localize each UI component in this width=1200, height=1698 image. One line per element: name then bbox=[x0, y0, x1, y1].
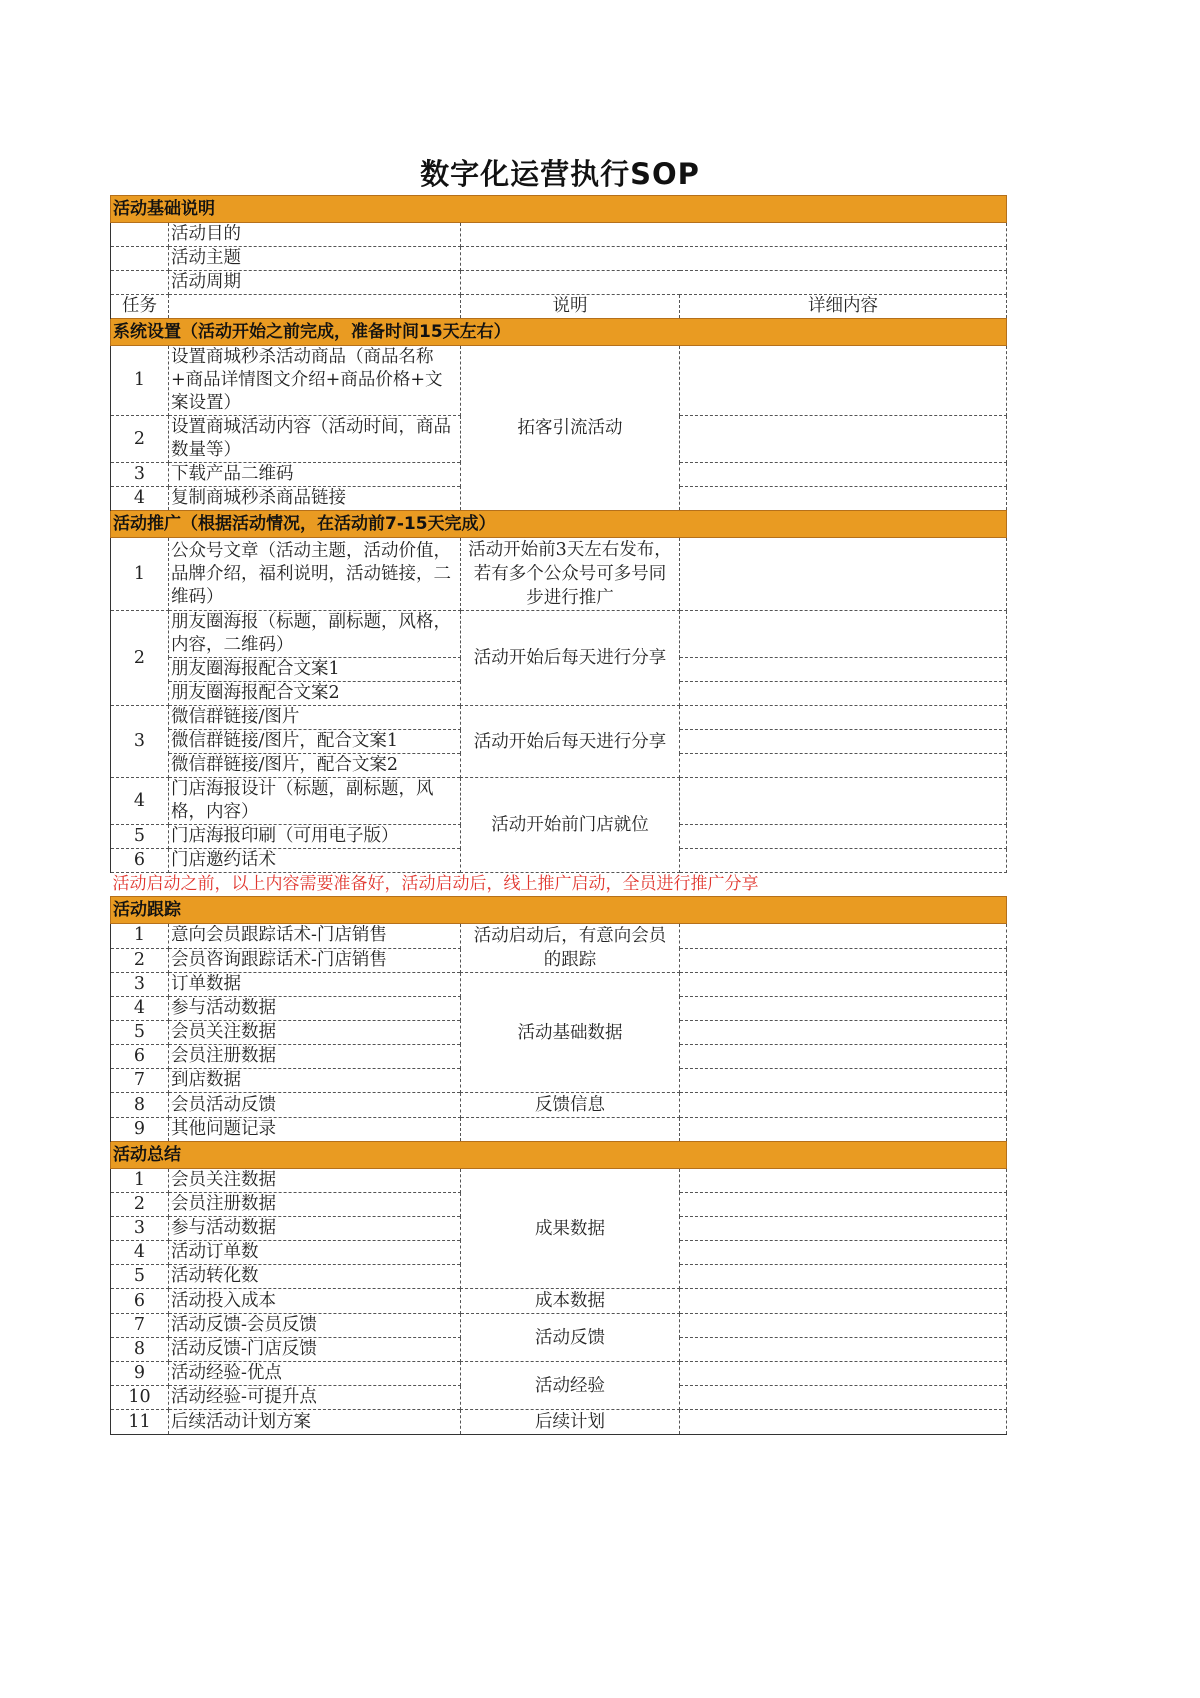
detail-cell[interactable] bbox=[680, 416, 1007, 463]
row-number: 1 bbox=[111, 538, 169, 611]
row-number: 9 bbox=[111, 1362, 169, 1386]
section-header-basic bbox=[111, 196, 1007, 223]
section-title: 活动总结 bbox=[111, 1142, 1007, 1169]
task-cell: 到店数据 bbox=[169, 1069, 461, 1093]
table-row bbox=[111, 973, 1007, 997]
detail-cell[interactable] bbox=[680, 1338, 1007, 1362]
detail-cell[interactable] bbox=[680, 611, 1007, 658]
row-number: 7 bbox=[111, 1069, 169, 1093]
detail-cell[interactable] bbox=[680, 706, 1007, 730]
task-cell: 会员关注数据 bbox=[169, 1169, 461, 1193]
task-cell: 活动订单数 bbox=[169, 1241, 461, 1265]
desc-cell: 拓客引流活动 bbox=[461, 346, 680, 511]
row-number: 2 bbox=[111, 1193, 169, 1217]
task-cell: 朋友圈海报配合文案2 bbox=[169, 682, 461, 706]
task-cell: 参与活动数据 bbox=[169, 1217, 461, 1241]
table-row bbox=[111, 1314, 1007, 1338]
col-header-detail: 详细内容 bbox=[680, 295, 1007, 319]
task-cell: 微信群链接/图片，配合文案2 bbox=[169, 754, 461, 778]
detail-cell[interactable] bbox=[680, 1045, 1007, 1069]
detail-cell[interactable] bbox=[461, 247, 1007, 271]
row-number: 2 bbox=[111, 611, 169, 706]
task-cell: 活动反馈-会员反馈 bbox=[169, 1314, 461, 1338]
task-cell: 活动转化数 bbox=[169, 1265, 461, 1289]
detail-cell[interactable] bbox=[680, 1265, 1007, 1289]
section-header-promo bbox=[111, 511, 1007, 538]
task-cell: 门店海报印刷（可用电子版） bbox=[169, 825, 461, 849]
detail-cell[interactable] bbox=[680, 924, 1007, 949]
detail-cell[interactable] bbox=[680, 1410, 1007, 1435]
section-title: 活动基础说明 bbox=[111, 196, 1007, 223]
task-cell: 朋友圈海报（标题，副标题，风格，内容，二维码） bbox=[169, 611, 461, 658]
detail-cell[interactable] bbox=[680, 346, 1007, 416]
task-cell: 意向会员跟踪话术-门店销售 bbox=[169, 924, 461, 949]
desc-cell: 成本数据 bbox=[461, 1289, 680, 1314]
column-header-row bbox=[111, 295, 1007, 319]
detail-cell[interactable] bbox=[680, 1362, 1007, 1386]
desc-cell: 后续计划 bbox=[461, 1410, 680, 1435]
table-row bbox=[111, 1289, 1007, 1314]
task-cell: 设置商城秒杀活动商品（商品名称+商品详情图文介绍+商品价格+文案设置） bbox=[169, 346, 461, 416]
task-cell: 朋友圈海报配合文案1 bbox=[169, 658, 461, 682]
row-number: 4 bbox=[111, 997, 169, 1021]
col-header-desc: 说明 bbox=[461, 295, 680, 319]
row-number: 3 bbox=[111, 1217, 169, 1241]
sop-table bbox=[110, 195, 1007, 1435]
row-number: 8 bbox=[111, 1093, 169, 1118]
table-row bbox=[111, 706, 1007, 730]
section-header-system bbox=[111, 319, 1007, 346]
detail-cell[interactable] bbox=[680, 682, 1007, 706]
task-cell: 公众号文章（活动主题，活动价值，品牌介绍，福利说明，活动链接，二维码） bbox=[169, 538, 461, 611]
task-cell: 活动投入成本 bbox=[169, 1289, 461, 1314]
task-cell: 参与活动数据 bbox=[169, 997, 461, 1021]
row-number: 1 bbox=[111, 924, 169, 949]
task-cell: 订单数据 bbox=[169, 973, 461, 997]
table-row bbox=[111, 924, 1007, 949]
detail-cell[interactable] bbox=[680, 1314, 1007, 1338]
desc-cell: 活动开始前门店就位 bbox=[461, 778, 680, 873]
row-number: 11 bbox=[111, 1410, 169, 1435]
row-number: 2 bbox=[111, 416, 169, 463]
detail-cell[interactable] bbox=[680, 1069, 1007, 1093]
row-number: 4 bbox=[111, 778, 169, 825]
task-cell: 会员咨询跟踪话术-门店销售 bbox=[169, 948, 461, 973]
detail-cell[interactable] bbox=[680, 948, 1007, 973]
row-number: 6 bbox=[111, 1289, 169, 1314]
detail-cell[interactable] bbox=[680, 730, 1007, 754]
desc-cell: 活动开始后每天进行分享 bbox=[461, 611, 680, 706]
launch-note: 活动启动之前，以上内容需要准备好，活动启动后，线上推广启动，全员进行推广分享 bbox=[112, 874, 759, 894]
table-row bbox=[111, 271, 1007, 295]
row-number: 9 bbox=[111, 1118, 169, 1142]
detail-cell[interactable] bbox=[680, 1118, 1007, 1142]
desc-cell: 成果数据 bbox=[461, 1169, 680, 1289]
row-number: 4 bbox=[111, 487, 169, 511]
detail-cell[interactable] bbox=[680, 1241, 1007, 1265]
task-cell: 下载产品二维码 bbox=[169, 463, 461, 487]
row-number: 6 bbox=[111, 849, 169, 873]
row-number: 8 bbox=[111, 1338, 169, 1362]
detail-cell[interactable] bbox=[680, 1217, 1007, 1241]
detail-cell[interactable] bbox=[680, 463, 1007, 487]
task-cell: 门店海报设计（标题，副标题，风格，内容） bbox=[169, 778, 461, 825]
detail-cell[interactable] bbox=[680, 849, 1007, 873]
table-row bbox=[111, 1118, 1007, 1142]
detail-cell[interactable] bbox=[680, 778, 1007, 825]
section-header-tracking bbox=[111, 897, 1007, 924]
table-row bbox=[111, 1362, 1007, 1386]
task-cell: 复制商城秒杀商品链接 bbox=[169, 487, 461, 511]
desc-cell: 活动经验 bbox=[461, 1362, 680, 1410]
task-cell: 会员活动反馈 bbox=[169, 1093, 461, 1118]
section-title: 活动跟踪 bbox=[111, 897, 1007, 924]
row-number: 4 bbox=[111, 1241, 169, 1265]
task-cell: 设置商城活动内容（活动时间，商品数量等） bbox=[169, 416, 461, 463]
row-number: 3 bbox=[111, 463, 169, 487]
task-cell: 活动周期 bbox=[169, 271, 461, 295]
task-cell: 活动经验-优点 bbox=[169, 1362, 461, 1386]
desc-cell: 活动反馈 bbox=[461, 1314, 680, 1362]
row-number: 1 bbox=[111, 346, 169, 416]
row-number: 1 bbox=[111, 1169, 169, 1193]
section-title: 系统设置（活动开始之前完成，准备时间15天左右） bbox=[111, 319, 1007, 346]
task-cell: 会员关注数据 bbox=[169, 1021, 461, 1045]
row-number: 5 bbox=[111, 1265, 169, 1289]
desc-cell: 活动启动后，有意向会员的跟踪 bbox=[461, 924, 680, 973]
task-cell: 活动经验-可提升点 bbox=[169, 1386, 461, 1410]
detail-cell[interactable] bbox=[680, 487, 1007, 511]
detail-cell[interactable] bbox=[461, 223, 1007, 247]
section-title: 活动推广（根据活动情况，在活动前7-15天完成） bbox=[111, 511, 1007, 538]
table-row bbox=[111, 1410, 1007, 1435]
detail-cell[interactable] bbox=[680, 1193, 1007, 1217]
desc-cell bbox=[461, 1118, 680, 1142]
task-cell: 活动主题 bbox=[169, 247, 461, 271]
task-cell: 会员注册数据 bbox=[169, 1045, 461, 1069]
row-number: 10 bbox=[111, 1386, 169, 1410]
detail-cell[interactable] bbox=[680, 1386, 1007, 1410]
task-cell: 门店邀约话术 bbox=[169, 849, 461, 873]
task-cell: 微信群链接/图片，配合文案1 bbox=[169, 730, 461, 754]
detail-cell[interactable] bbox=[680, 754, 1007, 778]
detail-cell[interactable] bbox=[680, 1169, 1007, 1193]
table-row bbox=[111, 1093, 1007, 1118]
task-cell: 活动反馈-门店反馈 bbox=[169, 1338, 461, 1362]
desc-cell: 反馈信息 bbox=[461, 1093, 680, 1118]
detail-cell[interactable] bbox=[680, 658, 1007, 682]
row-number: 7 bbox=[111, 1314, 169, 1338]
row-number: 2 bbox=[111, 948, 169, 973]
detail-cell[interactable] bbox=[680, 1093, 1007, 1118]
row-number: 3 bbox=[111, 706, 169, 778]
desc-cell: 活动开始前3天左右发布，若有多个公众号可多号同步进行推广 bbox=[461, 538, 680, 611]
row-number: 5 bbox=[111, 825, 169, 849]
page-title: 数字化运营执行SOP bbox=[420, 157, 700, 191]
table-row bbox=[111, 223, 1007, 247]
desc-cell: 活动开始后每天进行分享 bbox=[461, 706, 680, 778]
detail-cell[interactable] bbox=[680, 825, 1007, 849]
detail-cell[interactable] bbox=[461, 271, 1007, 295]
detail-cell[interactable] bbox=[680, 538, 1007, 611]
detail-cell[interactable] bbox=[680, 997, 1007, 1021]
task-cell: 会员注册数据 bbox=[169, 1193, 461, 1217]
detail-cell[interactable] bbox=[680, 973, 1007, 997]
col-header-task: 任务 bbox=[111, 295, 169, 319]
desc-cell: 活动基础数据 bbox=[461, 973, 680, 1093]
section-header-summary bbox=[111, 1142, 1007, 1169]
row-number: 5 bbox=[111, 1021, 169, 1045]
detail-cell[interactable] bbox=[680, 1021, 1007, 1045]
detail-cell[interactable] bbox=[680, 1289, 1007, 1314]
row-number: 6 bbox=[111, 1045, 169, 1069]
table-row bbox=[111, 247, 1007, 271]
table-row bbox=[111, 1169, 1007, 1193]
task-cell: 其他问题记录 bbox=[169, 1118, 461, 1142]
task-cell: 后续活动计划方案 bbox=[169, 1410, 461, 1435]
task-cell: 微信群链接/图片 bbox=[169, 706, 461, 730]
row-number: 3 bbox=[111, 973, 169, 997]
task-cell: 活动目的 bbox=[169, 223, 461, 247]
note-row bbox=[111, 873, 1007, 897]
